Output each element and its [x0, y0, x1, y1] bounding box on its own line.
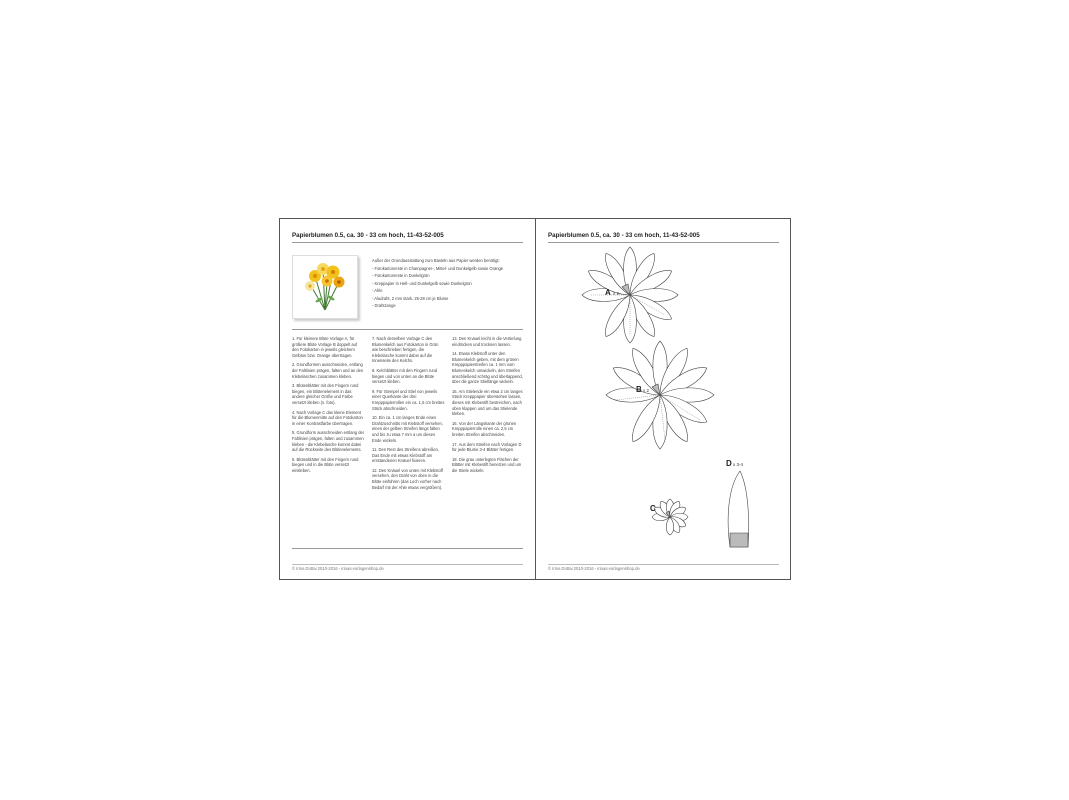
- materials-item: - Aludraht, 2 mm stark, 25-28 cm je Blume: [372, 295, 449, 301]
- template-b-label: B: [636, 385, 642, 394]
- template-c-label: C: [650, 504, 656, 513]
- template-a-count: x 2: [613, 291, 620, 296]
- right-footer-rule: [548, 564, 779, 565]
- template-a-label: A: [605, 288, 611, 297]
- flower-photo: [292, 255, 358, 319]
- template-b-shape: [606, 341, 714, 449]
- instruction-step: 6. Blütenblätter mit den Fingern rund biegen und in die Blüte versetzt einkleben.: [292, 456, 359, 473]
- left-footer-rule: [292, 564, 523, 565]
- materials-intro: Außer der Grundausstattung zum Basteln aus Papier werden benötigt:: [372, 258, 500, 263]
- instruction-step: 12. Den Knäuel von unten mit Klebstoff versehen, den Draht von oben in die Blüte einführen (das Loch vorher nach Bedarf mit der Ahle etwas vergrößern).: [372, 467, 443, 490]
- instruction-step: 4. Nach Vorlage C das kleine Element für die Blumenmitte auf den Fotokarton in einer Kontrastfarbe übertragen.: [292, 409, 363, 426]
- materials-item: - Ahle: [372, 288, 383, 293]
- template-a-shape: [582, 247, 678, 343]
- right-page: [536, 219, 790, 579]
- left-middle-rule: [292, 329, 523, 330]
- instruction-step: 18. Die grau unterlegten Flächen der Blätter mit Klebestift benetzen und um die Stiele wickeln.: [452, 456, 522, 473]
- left-page-title: Papierblumen 0.5, ca. 30 - 33 cm hoch, 11-43-52-005: [292, 232, 444, 239]
- left-footer: © Irina Dottai 2010-2016 - irinas-vorlagenshop.de: [292, 566, 384, 571]
- instruction-column-1: [292, 336, 365, 477]
- materials-item: - Kreppapier in Hell- und Dunkelgelb sowie Dunkelgrün: [372, 280, 472, 286]
- instruction-step: 5. Grundform ausschneiden entlang der Faltlinien prägen, falten und zusammen kleben - die Klebelasche kommt dabei auf die Rückseite des Blütenelements.: [292, 430, 365, 453]
- instruction-step: 13. Den Knäuel leicht in die Vertiefung eindrücken und trocknen lassen.: [452, 336, 522, 347]
- instruction-step: 3. Blütenblätter mit den Fingern rund biegen, ein Blütenelement in das andere gleicher Größe und Farbe versetzt kleben (s. foto).: [292, 383, 359, 405]
- instruction-step: 11. Den Rest des Streifens abreißen, Das Ende mit etwas Klebstoff am entstandenen Knäuel fixieren.: [372, 447, 440, 464]
- materials-list: [372, 257, 532, 310]
- instruction-step: 17. Aus dem Streifen nach Vorlagen D für jede Blume 3-4 Blätter fertigen.: [452, 441, 522, 453]
- materials-item: - Fotokartonreste in Dunkelgrün: [372, 273, 430, 278]
- flower-bouquet-icon: [293, 256, 357, 318]
- instruction-step: 14. Etwas Klebstoff unter den Blumenkelch geben, mit dem grünen Krepppapierstreifen ca. 1 mm vom Blumenkelch umwickeln, den Streifen anschließend schräg und überlappend, über die ganze Stiellänge wickeln.: [452, 351, 523, 385]
- instruction-step: 16. Von der Längskante der grünen Krepppapierrolle einen ca. 2,5 cm breiten Streifen abschneiden.: [452, 420, 517, 437]
- instruction-step: 8. Kelchblätter mit den Fingern rund biegen und von unten an die Blüte versetzt kleben.: [372, 367, 438, 385]
- template-c-shape: [652, 499, 688, 535]
- right-footer: © Irina Dottai 2010-2016 - irinas-vorlagenshop.de: [548, 566, 640, 571]
- instruction-step: 7. Nach derselben Vorlage C den Blumenkelch aus Fotokarton in Grün wie beschrieben fertigen, die Klebelasche kommt dabei auf die Innenseite des Kelchs.: [372, 336, 439, 364]
- instruction-column-3: [452, 336, 525, 477]
- instruction-step: 2. Grundformen ausschneiden, entlang der Faltlinien prägen, falten und an den Klebelaschen zusammen kleben.: [292, 362, 364, 379]
- materials-item: - Fotokartonreste in Champagner-, Mittel- und Dunkelgelb sowie Orange: [372, 265, 504, 271]
- booklet-spread: [279, 218, 791, 580]
- template-d-shape: [728, 471, 749, 547]
- instruction-step: 15. Am Stielende ein etwa 2 cm langes Stück Krepppapier überstehen lassen, dieses mit Klebestift bestreichen, nach oben klappen und um das Stielende kleben.: [452, 388, 523, 417]
- materials-item: - Drahtzange: [372, 303, 396, 308]
- template-b-count: x 2: [643, 388, 650, 393]
- templates-diagram: [536, 219, 790, 559]
- left-top-rule: [292, 242, 523, 243]
- left-bottom-rule: [292, 548, 523, 549]
- template-d-label: D: [726, 459, 732, 468]
- template-d-count: x 3-4: [733, 462, 744, 467]
- instruction-step: 10. Ein ca. 1 cm langes Ende eines Drahtzuschnitts mit Klebstoff versehen, einen der gelben Streifen längs falten und bis zu etwa 7 mm a um dieses Ende wickeln.: [372, 415, 443, 443]
- instruction-step: 9. Für Stempel und Stiel von jeweils einer Querkante der drei Krepppapierrollen ein ca. 1,5 cm breites Stück abschneiden.: [372, 388, 445, 411]
- right-page-title: Papierblumen 0.5, ca. 30 - 33 cm hoch, 11-43-52-005: [548, 232, 700, 239]
- instruction-step: 1. Für kleinere Blüte Vorlage A, für größere Blüte Vorlage B doppelt auf den Fotokarton in jeweils gleichem Gelbton bzw. Orange übertragen.: [292, 336, 358, 358]
- instruction-column-2: [372, 336, 445, 494]
- left-page: [280, 219, 535, 579]
